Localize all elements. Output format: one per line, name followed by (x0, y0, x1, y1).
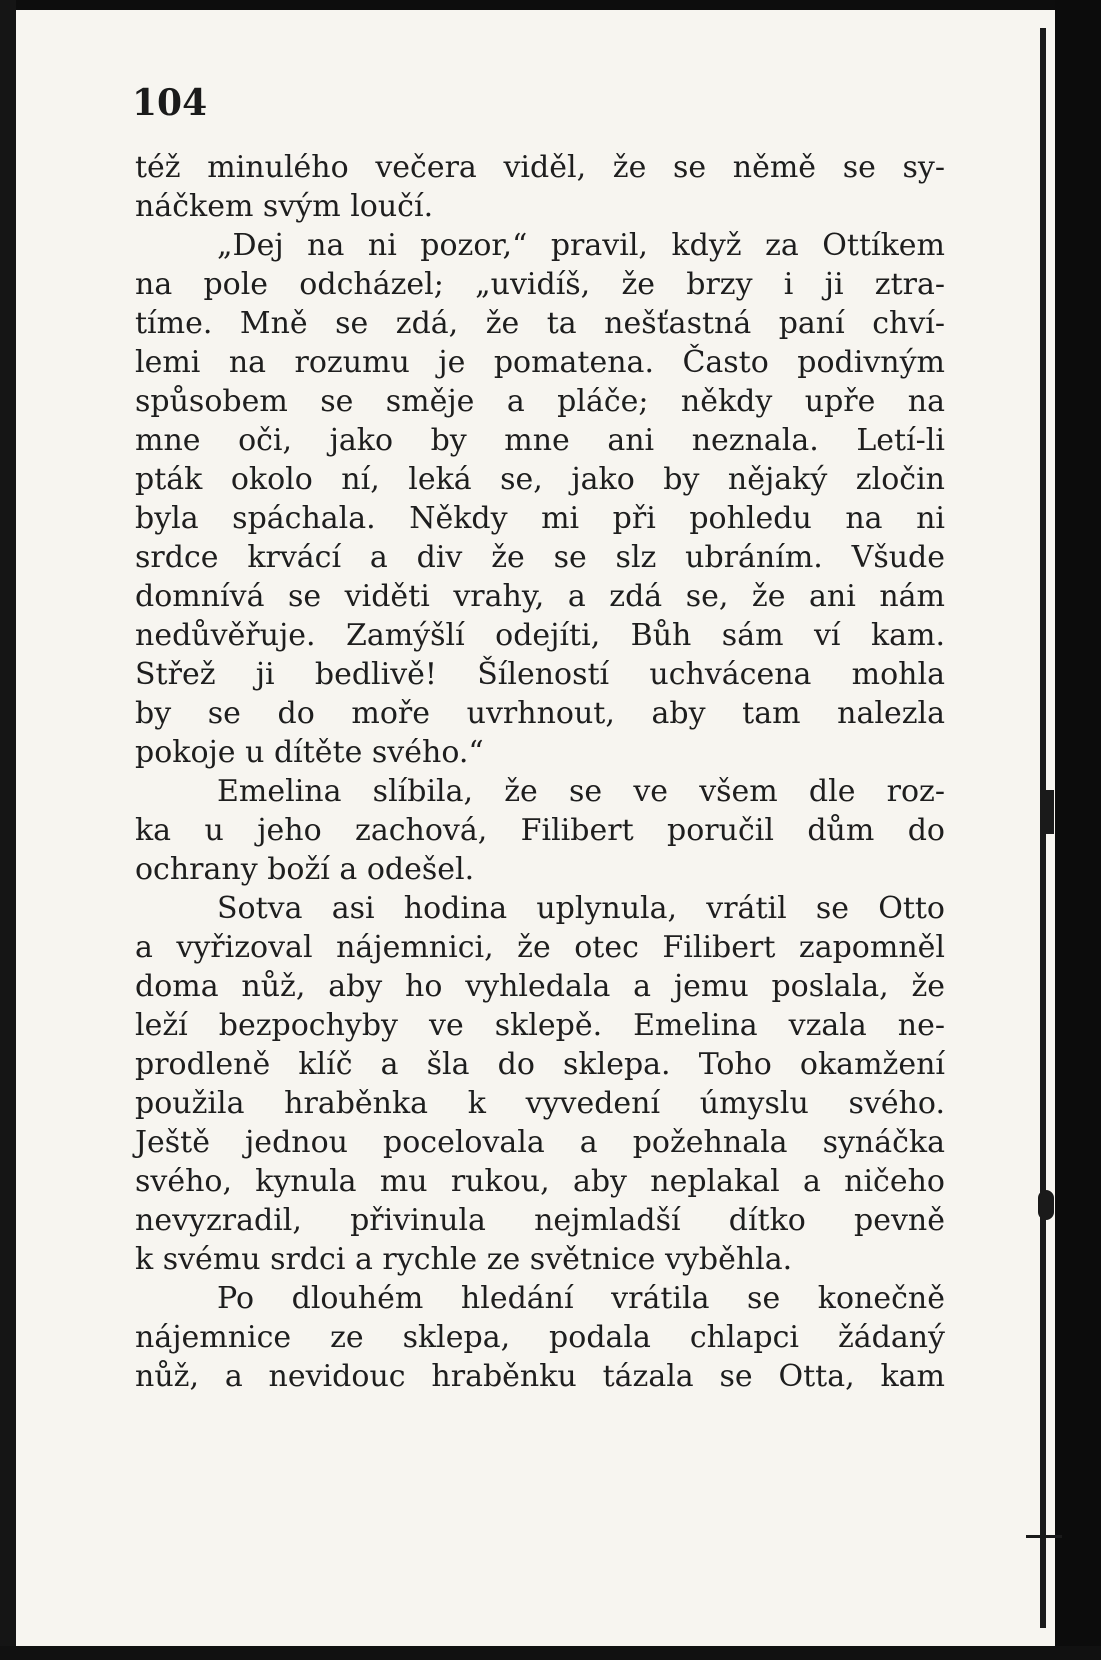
text-line: tíme. Mně se zdá, že ta nešťastná paní chví- (135, 306, 945, 341)
text-line: doma nůž, aby ho vyhledala a jemu poslala, že (135, 969, 945, 1004)
text-line: spůsobem se směje a pláče; někdy upře na (135, 384, 945, 419)
text-line: nevyzradil, přivinula nejmladší dítko pevně (135, 1203, 945, 1238)
text-line: k svému srdci a rychle ze světnice vyběhla. (135, 1242, 793, 1277)
text-line: na pole odcházel; „uvidíš, že brzy i ji ztra- (135, 267, 945, 302)
scan-border-bottom (0, 1646, 1101, 1660)
text-line: nedůvěřuje. Zamýšlí odejíti, Bůh sám ví kam. (135, 618, 945, 653)
page-edge-mark (1040, 790, 1054, 834)
text-line: Sotva asi hodina uplynula, vrátil se Otto (217, 891, 945, 926)
text-line: Ještě jednou pocelovala a požehnala synáčka (135, 1125, 945, 1160)
text-line: též minulého večera viděl, že se němě se sy- (135, 150, 945, 185)
page-body-text (135, 148, 945, 1396)
scan-border-top (0, 0, 1101, 10)
text-line: a vyřizoval nájemnici, že otec Filibert zapomněl (135, 930, 945, 965)
text-line: Po dlouhém hledání vrátila se konečně (217, 1281, 945, 1316)
text-line: ochrany boží a odešel. (135, 852, 475, 887)
text-line: lemi na rozumu je pomatena. Často podivným (135, 345, 945, 380)
text-line: pokoje u dítěte svého.“ (135, 735, 484, 770)
text-line: nájemnice ze sklepa, podala chlapci žádaný (135, 1320, 945, 1355)
text-line: Emelina slíbila, že se ve všem dle roz- (217, 774, 945, 809)
text-line: Střež ji bedlivě! Šíleností uchvácena mohla (135, 657, 945, 692)
text-line: nůž, a nevidouc hraběnku tázala se Otta, kam (135, 1359, 945, 1394)
text-line: náčkem svým loučí. (135, 189, 434, 224)
page-edge-mark (1026, 1535, 1062, 1538)
text-line: svého, kynula mu rukou, aby neplakal a ničeho (135, 1164, 945, 1199)
scan-border-left (0, 0, 16, 1660)
text-line: byla spáchala. Někdy mi při pohledu na ni (135, 501, 945, 536)
text-line: pták okolo ní, leká se, jako by nějaký zločin (135, 462, 945, 497)
text-line: „Dej na ni pozor,“ pravil, když za Ottíkem (217, 228, 945, 263)
text-line: srdce krvácí a div že se slz ubráním. Všude (135, 540, 945, 575)
text-line: mne oči, jako by mne ani neznala. Letí-li (135, 423, 945, 458)
text-line: použila hraběnka k vyvedení úmyslu svého. (135, 1086, 945, 1121)
text-line: domnívá se viděti vrahy, a zdá se, že ani nám (135, 579, 945, 614)
page-number: 104 (132, 82, 208, 124)
text-line: by se do moře uvrhnout, aby tam nalezla (135, 696, 945, 731)
page-edge-mark (1038, 1190, 1054, 1220)
text-line: leží bezpochyby ve sklepě. Emelina vzala ne- (135, 1008, 945, 1043)
text-line: ka u jeho zachová, Filibert poručil dům do (135, 813, 945, 848)
text-line: prodleně klíč a šla do sklepa. Toho okamžení (135, 1047, 945, 1082)
scan-border-right (1055, 0, 1101, 1660)
